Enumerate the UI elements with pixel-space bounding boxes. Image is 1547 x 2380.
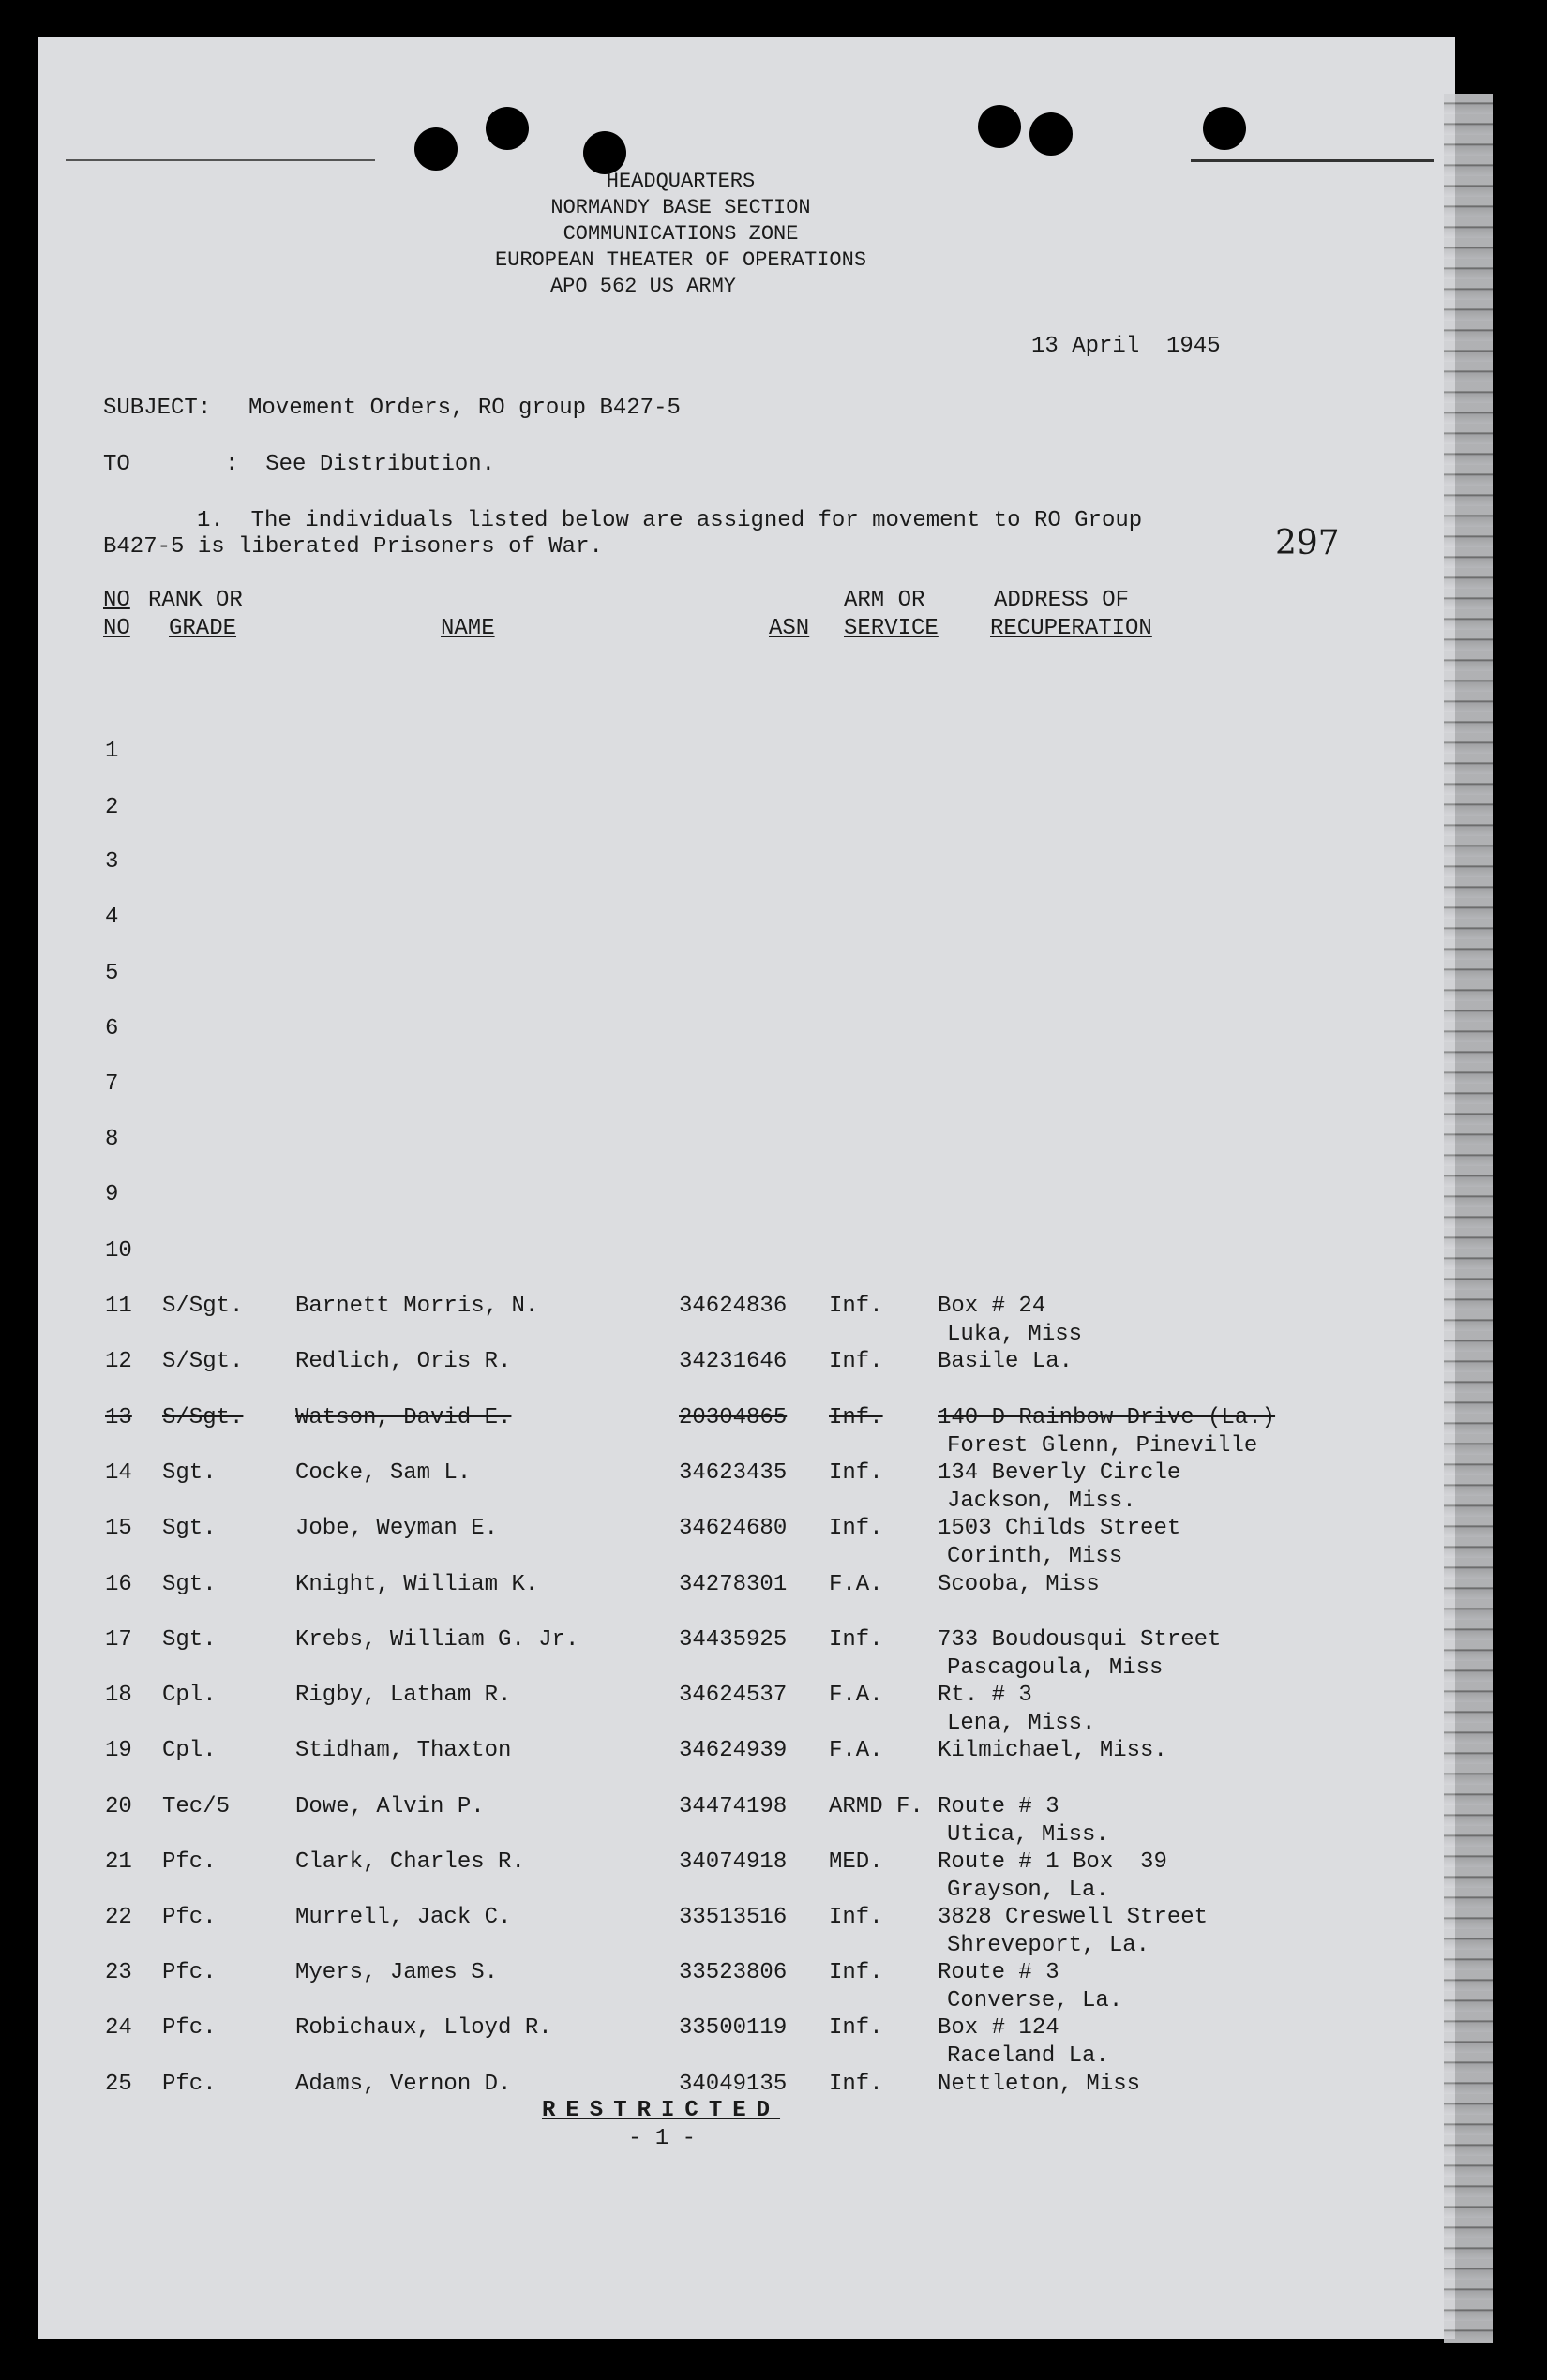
name-cell: Redlich, Oris R. — [295, 1349, 512, 1374]
col-header-recuperation: RECUPERATION — [990, 616, 1152, 641]
arm-service-cell: Inf. — [829, 1905, 883, 1930]
name-cell: Cocke, Sam L. — [295, 1460, 472, 1486]
col-header-name: NAME — [441, 616, 495, 641]
letterhead-line: HEADQUARTERS — [606, 170, 756, 193]
asn-cell: 33513516 — [679, 1905, 788, 1930]
asn-cell: 34278301 — [679, 1572, 788, 1597]
rank-cell: Sgt. — [162, 1572, 217, 1597]
arm-service-cell: Inf. — [829, 1627, 883, 1653]
letterhead-line: EUROPEAN THEATER OF OPERATIONS — [494, 248, 867, 272]
row-number: 13 — [105, 1405, 132, 1430]
asn-cell: 34624537 — [679, 1683, 788, 1708]
document-page — [38, 37, 1455, 2339]
paragraph-line: 1. The individuals listed below are assigned for movement to RO Group — [197, 508, 1143, 533]
row-number: 2 — [105, 795, 119, 820]
row-number: 8 — [105, 1127, 119, 1152]
punch-hole — [414, 127, 458, 171]
name-cell: Adams, Vernon D. — [295, 2072, 512, 2097]
col-header-arm: ARM OR — [844, 588, 925, 613]
asn-cell: 34624939 — [679, 1738, 788, 1763]
col-header-service: SERVICE — [844, 616, 939, 641]
row-number: 25 — [105, 2072, 132, 2097]
asn-cell: 34231646 — [679, 1349, 788, 1374]
row-number: 1 — [105, 739, 119, 764]
address-line: Converse, La. — [947, 1988, 1123, 2013]
row-number: 9 — [105, 1182, 119, 1207]
asn-cell: 33523806 — [679, 1960, 788, 1985]
name-cell: Clark, Charles R. — [295, 1849, 525, 1875]
rank-cell: Cpl. — [162, 1683, 217, 1708]
rank-cell: S/Sgt. — [162, 1294, 244, 1319]
arm-service-cell: F.A. — [829, 1572, 883, 1597]
letterhead-line: NORMANDY BASE SECTION — [550, 196, 811, 219]
name-cell: Murrell, Jack C. — [295, 1905, 512, 1930]
name-cell: Jobe, Weyman E. — [295, 1516, 499, 1541]
document-date: 13 April 1945 — [1031, 334, 1221, 359]
rank-cell: Sgt. — [162, 1627, 217, 1653]
asn-cell: 33500119 — [679, 2015, 788, 2041]
address-line: 1503 Childs Street — [938, 1516, 1181, 1541]
letterhead-line: COMMUNICATIONS ZONE — [563, 222, 799, 246]
row-number: 17 — [105, 1627, 132, 1653]
punch-hole — [1029, 112, 1073, 156]
arm-service-cell: Inf. — [829, 2015, 883, 2041]
name-cell: Robichaux, Lloyd R. — [295, 2015, 552, 2041]
col-header-grade: GRADE — [169, 616, 237, 641]
paragraph-line: B427-5 is liberated Prisoners of War. — [103, 534, 603, 560]
address-line: Grayson, La. — [947, 1878, 1109, 1903]
name-cell: Stidham, Thaxton — [295, 1738, 512, 1763]
address-line: Raceland La. — [947, 2043, 1109, 2069]
rank-cell: Cpl. — [162, 1738, 217, 1763]
asn-cell: 34049135 — [679, 2072, 788, 2097]
punch-hole — [1203, 107, 1246, 150]
row-number: 11 — [105, 1294, 132, 1319]
address-line: Lena, Miss. — [947, 1711, 1096, 1736]
page-number-stamp: 297 — [1275, 524, 1340, 562]
arm-service-cell: F.A. — [829, 1683, 883, 1708]
address-line: Box # 24 — [938, 1294, 1046, 1319]
header-rule — [1191, 159, 1434, 162]
address-line: Luka, Miss — [947, 1322, 1083, 1347]
name-cell: Dowe, Alvin P. — [295, 1794, 485, 1819]
row-number: 24 — [105, 2015, 132, 2041]
address-line: Pascagoula, Miss — [947, 1655, 1164, 1681]
address-line: Scooba, Miss — [938, 1572, 1100, 1597]
rank-cell: Pfc. — [162, 1849, 217, 1875]
address-line: Box # 124 — [938, 2015, 1059, 2041]
rank-cell: Pfc. — [162, 2015, 217, 2041]
address-line: 3828 Creswell Street — [938, 1905, 1209, 1930]
to-label: TO — [103, 452, 130, 477]
address-line: Kilmichael, Miss. — [938, 1738, 1167, 1763]
arm-service-cell: Inf. — [829, 1960, 883, 1985]
row-number: 14 — [105, 1460, 132, 1486]
asn-cell: 34074918 — [679, 1849, 788, 1875]
address-line: 733 Boudousqui Street — [938, 1627, 1222, 1653]
to-text: : See Distribution. — [225, 452, 496, 477]
row-number: 15 — [105, 1516, 132, 1541]
rank-cell: Sgt. — [162, 1516, 217, 1541]
row-number: 4 — [105, 905, 119, 930]
arm-service-cell: MED. — [829, 1849, 883, 1875]
address-line: Route # 3 — [938, 1794, 1059, 1819]
col-header-asn: ASN — [769, 616, 810, 641]
subject-text: Movement Orders, RO group B427-5 — [248, 396, 681, 421]
footer-page-number: - 1 - — [628, 2126, 697, 2151]
asn-cell: 34474198 — [679, 1794, 788, 1819]
row-number: 20 — [105, 1794, 132, 1819]
rank-cell: Pfc. — [162, 1960, 217, 1985]
row-number: 10 — [105, 1238, 132, 1264]
row-number: 6 — [105, 1016, 119, 1041]
row-number: 12 — [105, 1349, 132, 1374]
row-number: 21 — [105, 1849, 132, 1875]
address-line: Jackson, Miss. — [947, 1489, 1136, 1514]
address-line: Forest Glenn, Pineville — [947, 1433, 1258, 1459]
asn-cell: 34435925 — [679, 1627, 788, 1653]
col-header-no: NO — [103, 588, 130, 613]
arm-service-cell: Inf. — [829, 1405, 883, 1430]
name-cell: Krebs, William G. Jr. — [295, 1627, 579, 1653]
col-header-address: ADDRESS OF — [994, 588, 1130, 613]
asn-cell: 34624680 — [679, 1516, 788, 1541]
asn-cell: 34624836 — [679, 1294, 788, 1319]
rank-cell: Pfc. — [162, 1905, 217, 1930]
arm-service-cell: F.A. — [829, 1738, 883, 1763]
name-cell: Barnett Morris, N. — [295, 1294, 539, 1319]
row-number: 3 — [105, 849, 119, 875]
arm-service-cell: Inf. — [829, 2072, 883, 2097]
row-number: 18 — [105, 1683, 132, 1708]
arm-service-cell: Inf. — [829, 1349, 883, 1374]
address-line: 134 Beverly Circle — [938, 1460, 1181, 1486]
address-line: Route # 1 Box 39 — [938, 1849, 1167, 1875]
rank-cell: S/Sgt. — [162, 1349, 244, 1374]
rank-cell: Tec/5 — [162, 1794, 231, 1819]
row-number: 16 — [105, 1572, 132, 1597]
address-line: Utica, Miss. — [947, 1822, 1109, 1848]
address-line: Route # 3 — [938, 1960, 1059, 1985]
rank-cell: Sgt. — [162, 1460, 217, 1486]
name-cell: Watson, David E. — [295, 1405, 512, 1430]
address-line: Basile La. — [938, 1349, 1074, 1374]
rank-cell: S/Sgt. — [162, 1405, 244, 1430]
address-line: Corinth, Miss — [947, 1544, 1123, 1569]
row-number: 19 — [105, 1738, 132, 1763]
arm-service-cell: Inf. — [829, 1294, 883, 1319]
row-number: 5 — [105, 961, 119, 986]
col-header-no: NO — [103, 616, 130, 641]
row-number: 7 — [105, 1071, 119, 1097]
asn-cell: 20304865 — [679, 1405, 788, 1430]
scanned-edge-strip — [1444, 94, 1493, 2343]
arm-service-cell: Inf. — [829, 1516, 883, 1541]
letterhead-line: APO 562 US ARMY — [549, 275, 737, 298]
name-cell: Knight, William K. — [295, 1572, 539, 1597]
name-cell: Myers, James S. — [295, 1960, 499, 1985]
col-header-rank: RANK OR — [148, 588, 243, 613]
arm-service-cell: Inf. — [829, 1460, 883, 1486]
address-line: Nettleton, Miss — [938, 2072, 1141, 2097]
punch-hole — [486, 107, 529, 150]
header-rule — [66, 159, 375, 161]
rank-cell: Pfc. — [162, 2072, 217, 2097]
address-line: Rt. # 3 — [938, 1683, 1032, 1708]
subject-label: SUBJECT: — [103, 396, 212, 421]
address-line: Shreveport, La. — [947, 1933, 1150, 1958]
arm-service-cell: ARMD F. — [829, 1794, 924, 1819]
row-number: 23 — [105, 1960, 132, 1985]
asn-cell: 34623435 — [679, 1460, 788, 1486]
address-line: 140 D Rainbow Drive (La.) — [938, 1405, 1276, 1430]
name-cell: Rigby, Latham R. — [295, 1683, 512, 1708]
restricted-marking: RESTRICTED — [542, 2098, 781, 2123]
punch-hole — [978, 105, 1021, 148]
row-number: 22 — [105, 1905, 132, 1930]
